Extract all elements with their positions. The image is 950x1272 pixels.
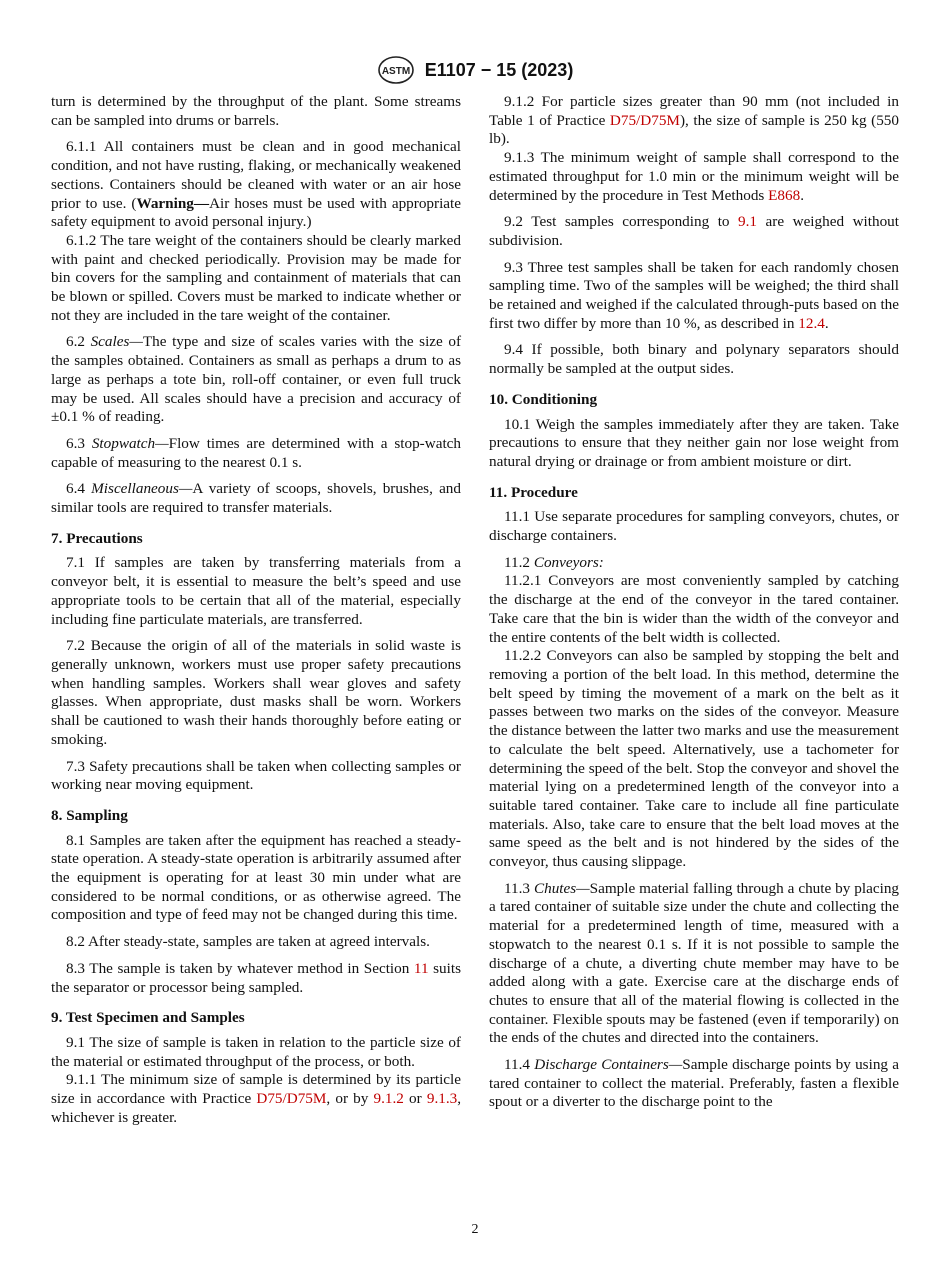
ref-12-4-link[interactable]: 12.4 (798, 314, 825, 332)
paragraph-9-1-1: 9.1.1 The minimum size of sample is determined by its particle size in accordance with Practice D75/D75M, or by 9.1.2 or 9.1.3, whichever is greater. (51, 1071, 462, 1126)
section-heading-9: 9. Test Specimen and Samples (51, 1009, 245, 1027)
paragraph-6-3: 6.3 Stopwatch—Flow times are determined with a stop-watch capable of measuring to the nearest 0.1 s. (51, 434, 461, 471)
paragraph-9-2: 9.2 Test samples corresponding to 9.1 are weighed without subdivision. (489, 213, 899, 249)
paragraph-6-1-1: 6.1.1 All containers must be clean and in good mechanical condition, and not have rusting, flaking, or mechanically weakened sections. Containers should be cleaned with water or an air hose prior to use. (Warning—Air hoses must be used with appropriate safety equipment to avoid personal injury.) (51, 138, 462, 231)
paragraph-11-3: 11.3 Chutes—Sample material falling through a chute by placing a tared container of suitable size under the chute and collecting the material for a predetermined length of time, measured with a stopwatch to the nearest 0.1 s. If it is not possible to sample the discharge of a chute, a diverting chute member may have to be added along with a gate. Exercise care at the discharge ends of chutes to ensure that all of the material flowing is collected in the container. Flexible spouts may be fastened (even if temporarily) on the ends of the chutes and directed into the containers. (489, 879, 900, 1047)
section-heading-8: 8. Sampling (51, 806, 128, 824)
e868-link[interactable]: E868 (768, 186, 801, 204)
right-column (489, 93, 899, 1120)
paragraph-10-1: 10.1 Weigh the samples immediately after they are taken. Take precautions to ensure that they neither gain nor lose weight from natural drying or drainage or from ambient moisture or dirt. (489, 415, 899, 470)
ref-9-1-3-link[interactable]: 9.1.3 (426, 1090, 458, 1108)
left-column (51, 93, 461, 1135)
svg-text:ASTM: ASTM (381, 66, 410, 77)
ref-9-1-2-link[interactable]: 9.1.2 (373, 1090, 404, 1108)
paragraph-8-3: 8.3 The sample is taken by whatever method in Section 11 suits the separator or processor being sampled. (51, 959, 461, 996)
paragraph-6-4: 6.4 Miscellaneous—A variety of scoops, shovels, brushes, and similar tools are required to transfer materials. (51, 480, 461, 517)
paragraph-7-2: 7.2 Because the origin of all of the materials in solid waste is generally unknown, workers must use proper safety precautions when handling samples. Workers shall wear gloves and safety glasses. When appropriate, dust masks shall be worn. Workers shall be cautioned to wash their hands thoroughly before eating or smoking. (51, 637, 461, 748)
paragraph-9-3: 9.3 Three test samples shall be taken for each randomly chosen sampling time. Two of the samples will be weighed; the third shall be retained and weighed if the calculated through-puts based on the first two differ by more than 10 %, as described in 12.4. (489, 258, 899, 332)
paragraph-9-1-3: 9.1.3 The minimum weight of sample shall correspond to the estimated throughput for 1.0 min or the minimum weight will be determined by the procedure in Test Methods E868. (489, 149, 899, 204)
paragraph-11-2: 11.2 Conveyors: (504, 553, 604, 571)
section-11-link[interactable]: 11 (413, 959, 429, 977)
paragraph-11-1: 11.1 Use separate procedures for sampling conveyors, chutes, or discharge containers. (489, 508, 899, 545)
section-heading-11: 11. Procedure (489, 483, 578, 501)
paragraph-8-1: 8.1 Samples are taken after the equipment has reached a steady-state operation. A steady-state operation is arbitrarily assumed after the equipment is operating for at least 30 min under what are considered to be normal conditions, or as otherwise agreed. The composition and type of feed may not be changed during this time. (51, 831, 461, 924)
ref-9-1-link[interactable]: 9.1 (738, 213, 758, 231)
section-heading-10: 10. Conditioning (489, 390, 598, 408)
paragraph-intro: turn is determined by the throughput of the plant. Some streams can be sampled into drums or barrels. (51, 93, 461, 129)
paragraph-11-2-2: 11.2.2 Conveyors can also be sampled by stopping the belt and removing a portion of the belt load. In this method, determine the belt speed by timing the movement of a mark on the belt as it passes between two marks on the sides of the conveyor. Measure the distance between the latter two marks and use the measurement to calculate the belt speed. Alternatively, use a tachometer for determining the speed of the belt. Stop the conveyor and shovel the material lying on a predetermined length of the conveyor into a suitable tared container. Take care to include all fine particulate materials. Also, take care to ensure that the belt load moves at the same speed as the belt and is not hindered by the sides of the conveyor, thus causing slippage. (489, 647, 899, 871)
paragraph-7-3: 7.3 Safety precautions shall be taken when collecting samples or working near moving equipment. (51, 757, 461, 794)
section-heading-7: 7. Precautions (51, 529, 143, 547)
paragraph-8-2: 8.2 After steady-state, samples are taken at agreed intervals. (66, 933, 430, 951)
paragraph-11-4: 11.4 Discharge Containers—Sample discharge points by using a tared container to collect the material. Preferably, fasten a flexible spout or a diverter to the discharge point to the (489, 1056, 900, 1111)
paragraph-11-2-1: 11.2.1 Conveyors are most conveniently sampled by catching the discharge at the end of the conveyor in the tared container. Take care that the bin is wider than the width of the conveyor and the entire contents of the belt width is collected. (489, 572, 899, 646)
standard-designation: E1107 − 15 (2023) (424, 59, 574, 80)
paragraph-9-4: 9.4 If possible, both binary and polynary separators should normally be sampled at the output sides. (489, 341, 899, 378)
paragraph-6-2: 6.2 Scales—The type and size of scales varies with the size of the samples obtained. Containers as small as perhaps a drum to as large as perhaps a tote bin, roll-off container, or even full truck may be used. All scales should have a precision and accuracy of ±0.1 % of reading. (51, 333, 462, 426)
paragraph-9-1-2: 9.1.2 For particle sizes greater than 90 mm (not included in Table 1 of Practice D75/D75M), the size of sample is 250 kg (550 lb). (489, 93, 899, 148)
paragraph-6-1-2: 6.1.2 The tare weight of the containers should be clearly marked with paint and checked periodically. Provision may be made for bin covers for the sampling and containment of materials that can be blown or spilled. Covers must be marked to indicate whether or not they are included in the tare weight of the container. (51, 231, 461, 324)
paragraph-9-1: 9.1 The size of sample is taken in relation to the particle size of the material or estimated throughput of the process, or both. (51, 1033, 461, 1070)
d75-link[interactable]: D75/D75M (256, 1090, 327, 1108)
page-header (0, 55, 950, 85)
paragraph-7-1: 7.1 If samples are taken by transferring materials from a conveyor belt, it is essential to measure the belt’s speed and use appropriate tools to be certain that all of the material, especially including fine particulate materials, are transferred. (51, 554, 461, 628)
astm-logo-icon (377, 55, 415, 85)
page-number: 2 (471, 1222, 479, 1237)
d75-link[interactable]: D75/D75M (609, 111, 680, 129)
